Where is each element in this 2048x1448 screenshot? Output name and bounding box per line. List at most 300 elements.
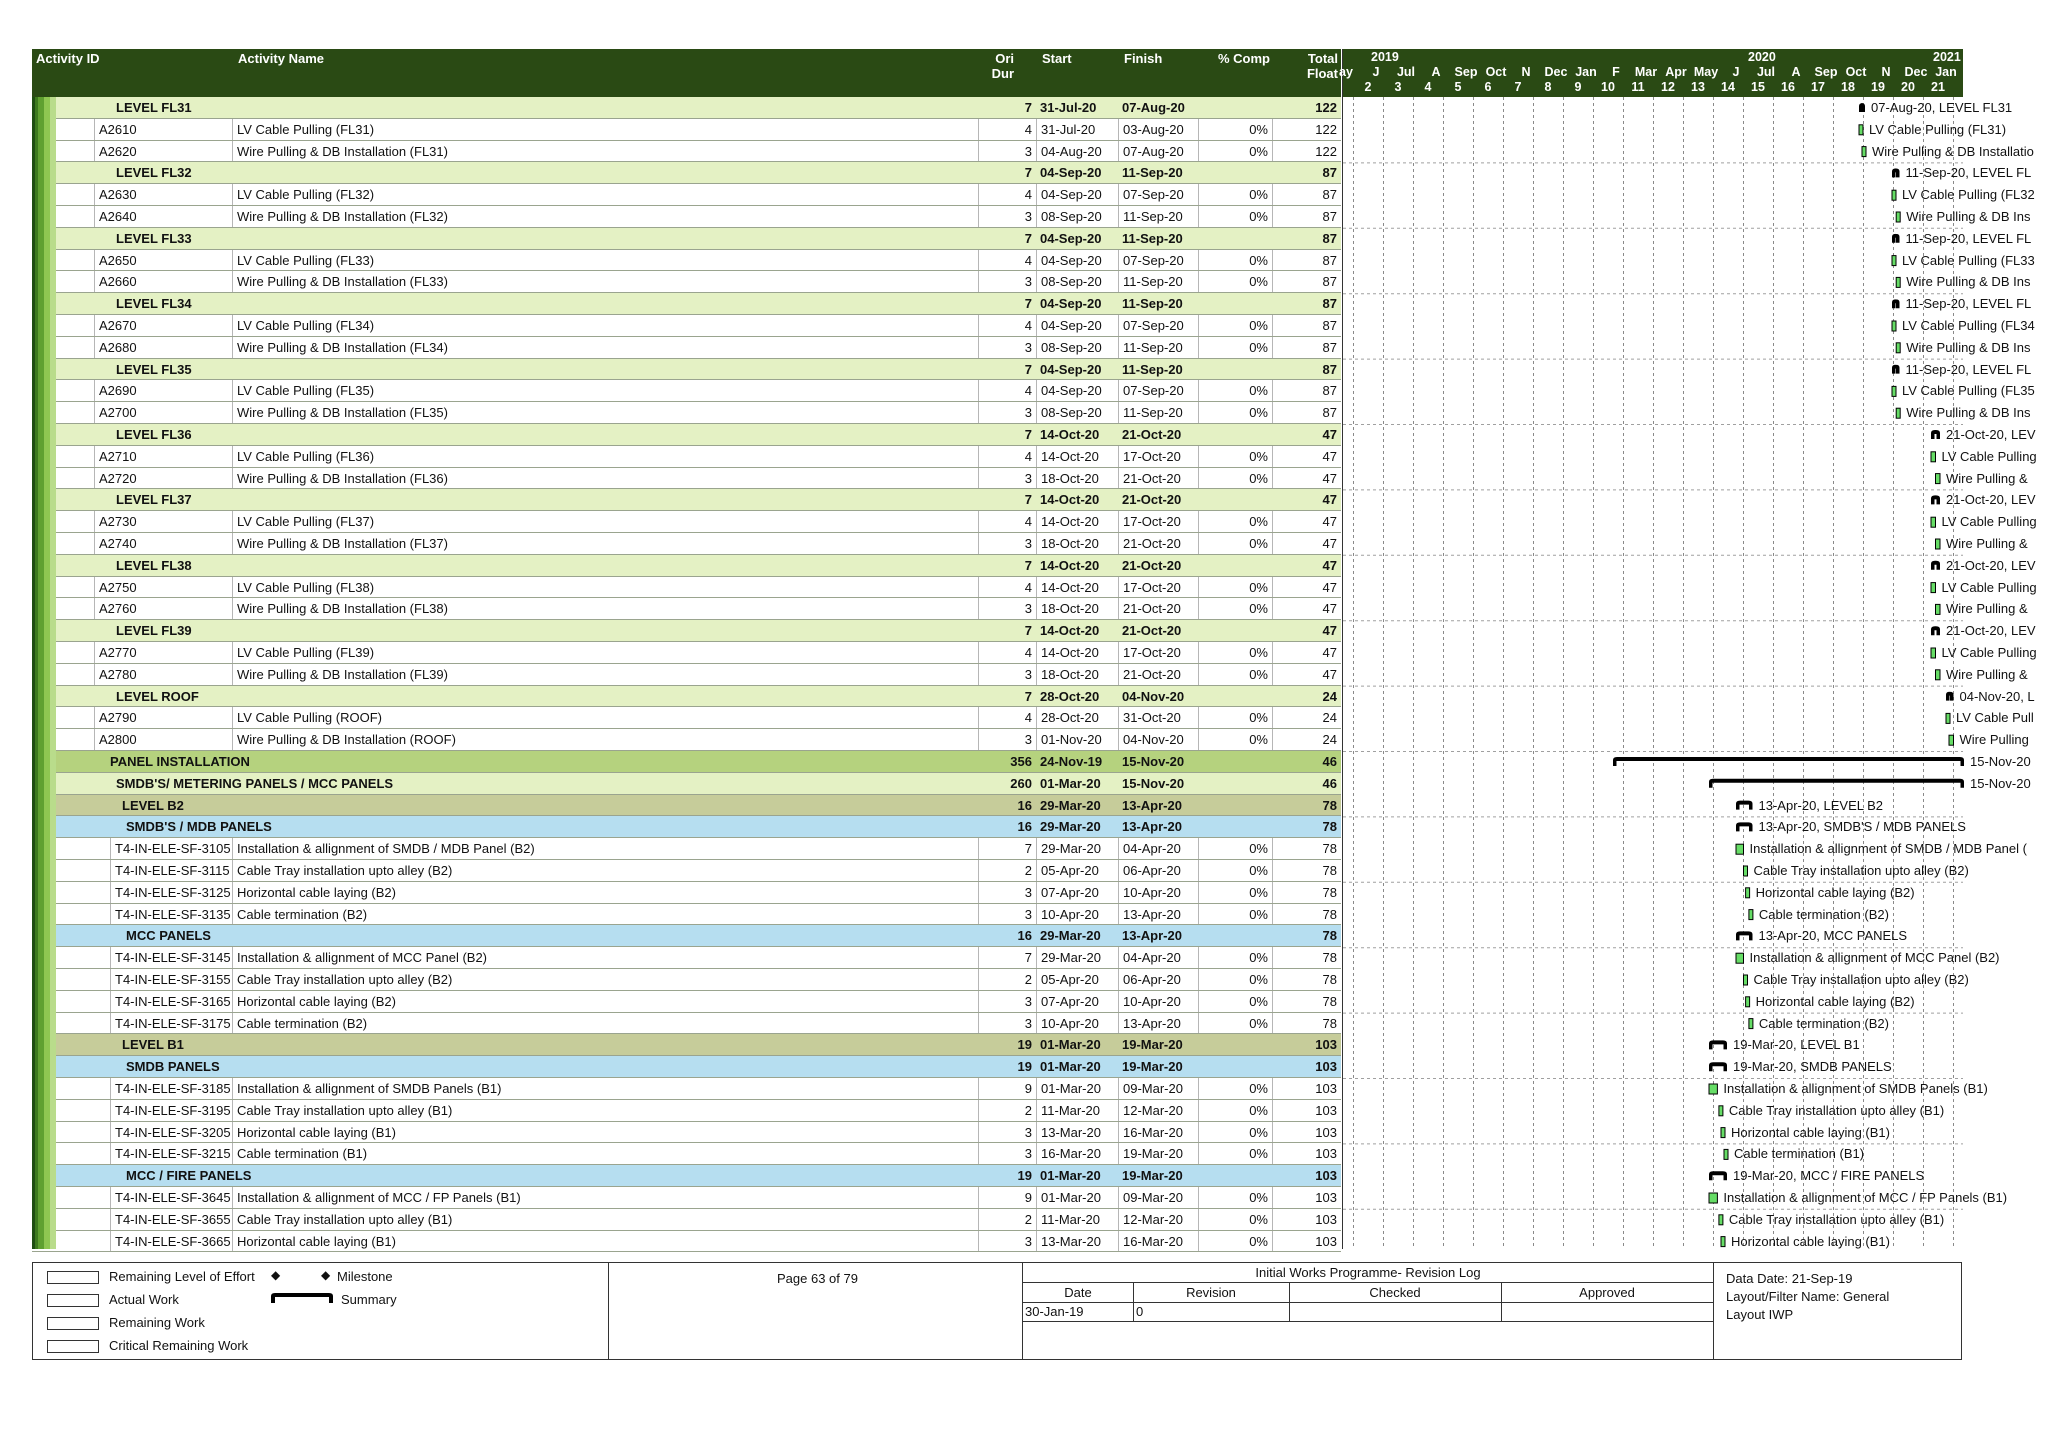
activity-bar[interactable] <box>1744 975 1748 985</box>
activity-bar[interactable] <box>1946 713 1950 723</box>
total-float: 47 <box>1322 557 1337 573</box>
finish-date: 19-Mar-20 <box>1122 1037 1183 1053</box>
activity-id: A2800 <box>94 729 232 750</box>
wbs-name: LEVEL FL39 <box>116 623 192 639</box>
activity-bar[interactable] <box>1862 147 1866 157</box>
activity-name: Cable Tray installation upto alley (B2) <box>232 860 978 881</box>
activity-row[interactable] <box>32 250 1341 272</box>
page-number-box <box>609 1263 1023 1359</box>
start-date: 28-Oct-20 <box>1040 688 1100 704</box>
activity-row[interactable] <box>32 904 1341 926</box>
legend <box>33 1263 609 1359</box>
activity-row[interactable] <box>32 1187 1341 1209</box>
activity-bar[interactable] <box>1719 1215 1723 1225</box>
month-label: ay <box>1339 65 1353 79</box>
finish-date: 11-Sep-20 <box>1122 230 1183 246</box>
total-float: 24 <box>1272 729 1341 750</box>
start-date: 04-Sep-20 <box>1036 380 1118 401</box>
period-number: 3 <box>1394 80 1402 94</box>
legend-label-loe: Remaining Level of Effort <box>109 1269 255 1284</box>
finish-date: 11-Sep-20 <box>1122 296 1183 312</box>
activity-bar[interactable] <box>1744 866 1748 876</box>
orig-duration: 4 <box>978 511 1036 532</box>
activity-row[interactable] <box>32 119 1341 141</box>
start-date: 11-Mar-20 <box>1036 1100 1118 1121</box>
summary-bar[interactable] <box>1736 801 1753 810</box>
activity-name: Wire Pulling & DB Installation (ROOF) <box>232 729 978 750</box>
orig-duration: 4 <box>978 315 1036 336</box>
milestone-diamond-icon: ◆ <box>271 1268 281 1282</box>
summary-bar[interactable] <box>1892 234 1900 243</box>
percent-complete: 0% <box>1198 577 1272 598</box>
activity-row[interactable] <box>32 184 1341 206</box>
bar-label: LV Cable Pulling (FL35 <box>1902 383 2035 399</box>
month-label: Mar <box>1634 65 1658 79</box>
activity-bar[interactable] <box>1721 1128 1725 1138</box>
activity-row[interactable] <box>32 402 1341 424</box>
activity-row[interactable] <box>32 337 1341 359</box>
activity-row[interactable] <box>32 860 1341 882</box>
activity-id: A2700 <box>94 402 232 423</box>
period-number: 19 <box>1871 80 1885 94</box>
activity-id: T4-IN-ELE-SF-3665 <box>110 1231 232 1252</box>
wbs-row[interactable] <box>32 489 1341 511</box>
activity-table <box>32 49 1341 1249</box>
wbs-row[interactable] <box>32 686 1341 708</box>
finish-date: 06-Apr-20 <box>1118 860 1198 881</box>
activity-bar[interactable] <box>1749 1019 1753 1029</box>
wbs-row[interactable] <box>32 620 1341 642</box>
activity-name: Cable Tray installation upto alley (B2) <box>232 969 978 990</box>
start-date: 04-Sep-20 <box>1040 296 1102 312</box>
summary-bar[interactable] <box>1736 931 1753 940</box>
activity-id: T4-IN-ELE-SF-3145 <box>110 947 232 968</box>
activity-bar[interactable] <box>1719 1106 1723 1116</box>
activity-name: LV Cable Pulling (FL38) <box>232 577 978 598</box>
activity-bar[interactable] <box>1736 953 1744 963</box>
activity-bar[interactable] <box>1931 583 1936 593</box>
activity-row[interactable] <box>32 1143 1341 1165</box>
layout-name-2: Layout IWP <box>1726 1307 1794 1322</box>
total-float: 47 <box>1272 577 1341 598</box>
start-date: 07-Apr-20 <box>1036 991 1118 1012</box>
total-float: 78 <box>1272 860 1341 881</box>
activity-row[interactable] <box>32 577 1341 599</box>
start-date: 14-Oct-20 <box>1036 642 1118 663</box>
activity-row[interactable] <box>32 947 1341 969</box>
activity-bar[interactable] <box>1859 125 1863 135</box>
total-float: 103 <box>1272 1209 1341 1230</box>
finish-date: 10-Apr-20 <box>1118 882 1198 903</box>
orig-duration: 356 <box>1010 754 1032 769</box>
bar-label: Installation & allignment of SMDB / MDB Panel ( <box>1749 841 2027 857</box>
summary-bar[interactable] <box>1946 692 1954 701</box>
month-label: N <box>1881 65 1891 79</box>
start-date: 14-Oct-20 <box>1036 446 1118 467</box>
total-float: 47 <box>1322 427 1337 442</box>
activity-row[interactable] <box>32 1209 1341 1231</box>
activity-row[interactable] <box>32 707 1341 729</box>
activity-id: T4-IN-ELE-SF-3655 <box>110 1209 232 1230</box>
activity-bar[interactable] <box>1721 1237 1725 1247</box>
start-date: 04-Sep-20 <box>1036 315 1118 336</box>
activity-bar[interactable] <box>1931 517 1936 527</box>
orig-duration: 7 <box>1024 361 1032 377</box>
page-number: Page 63 of 79 <box>777 1271 858 1286</box>
legend-swatch-loe <box>47 1271 99 1284</box>
activity-name: Installation & allignment of SMDB Panels (B1) <box>232 1078 978 1099</box>
period-number: 14 <box>1721 80 1735 94</box>
wbs-row[interactable] <box>32 97 1341 119</box>
revision-header-date: Date <box>1064 1285 1092 1300</box>
orig-duration: 4 <box>978 642 1036 663</box>
orig-duration: 7 <box>1024 165 1032 181</box>
summary-bar[interactable] <box>1931 626 1940 635</box>
orig-duration: 3 <box>978 664 1036 685</box>
percent-complete: 0% <box>1198 468 1272 489</box>
month-label: Jul <box>1396 65 1416 79</box>
activity-bar[interactable] <box>1949 735 1954 745</box>
activity-name: Horizontal cable laying (B2) <box>232 991 978 1012</box>
wbs-row[interactable] <box>32 1165 1341 1187</box>
finish-date: 16-Mar-20 <box>1118 1231 1198 1252</box>
percent-complete: 0% <box>1198 511 1272 532</box>
activity-bar[interactable] <box>1746 997 1750 1007</box>
activity-name: Installation & allignment of MCC Panel (B2) <box>232 947 978 968</box>
percent-complete: 0% <box>1198 380 1272 401</box>
bar-label: Horizontal cable laying (B2) <box>1755 993 1915 1009</box>
orig-duration: 7 <box>1024 623 1032 639</box>
total-float: 87 <box>1272 184 1341 205</box>
orig-duration: 3 <box>978 598 1036 619</box>
orig-duration: 3 <box>978 468 1036 489</box>
start-date: 04-Sep-20 <box>1036 250 1118 271</box>
col-orig-duration[interactable]: Ori Dur <box>991 51 1014 81</box>
activity-name: LV Cable Pulling (FL37) <box>232 511 978 532</box>
total-float: 122 <box>1272 119 1341 140</box>
activity-name: LV Cable Pulling (FL32) <box>232 184 978 205</box>
activity-name: Cable termination (B2) <box>232 904 978 925</box>
activity-name: Wire Pulling & DB Installation (FL32) <box>232 206 978 227</box>
bar-label: Wire Pulling & <box>1946 601 2028 617</box>
summary-bar[interactable] <box>1709 1040 1727 1049</box>
activity-bar[interactable] <box>1736 844 1744 854</box>
activity-row[interactable] <box>32 1100 1341 1122</box>
activity-row[interactable] <box>32 141 1341 163</box>
activity-row[interactable] <box>32 1122 1341 1144</box>
start-date: 01-Mar-20 <box>1036 1078 1118 1099</box>
summary-bar[interactable] <box>1931 495 1940 504</box>
period-number: 9 <box>1574 80 1582 94</box>
summary-bar[interactable] <box>1709 1171 1727 1180</box>
activity-bar[interactable] <box>1896 277 1900 287</box>
percent-complete: 0% <box>1198 729 1272 750</box>
total-float: 103 <box>1315 1037 1337 1053</box>
orig-duration: 3 <box>978 206 1036 227</box>
bar-label: 11-Sep-20, LEVEL FL <box>1905 165 2032 181</box>
summary-bar[interactable] <box>1709 1062 1727 1071</box>
percent-complete: 0% <box>1198 206 1272 227</box>
bar-label: Cable termination (B2) <box>1758 906 1889 922</box>
bar-label: 15-Nov-20 <box>1970 775 2031 791</box>
page-footer <box>32 1262 1962 1360</box>
finish-date: 09-Mar-20 <box>1118 1187 1198 1208</box>
activity-bar[interactable] <box>1936 474 1941 484</box>
wbs-row[interactable] <box>32 293 1341 315</box>
activity-row[interactable] <box>32 838 1341 860</box>
summary-bar-icon <box>269 1291 335 1305</box>
activity-row[interactable] <box>32 511 1341 533</box>
activity-id: T4-IN-ELE-SF-3105 <box>110 838 232 859</box>
activity-row[interactable] <box>32 533 1341 555</box>
activity-row[interactable] <box>32 729 1341 751</box>
activity-row[interactable] <box>32 206 1341 228</box>
wbs-row[interactable] <box>32 555 1341 577</box>
start-date: 13-Mar-20 <box>1036 1231 1118 1252</box>
percent-complete: 0% <box>1198 947 1272 968</box>
finish-date: 09-Mar-20 <box>1118 1078 1198 1099</box>
total-float: 78 <box>1272 969 1341 990</box>
finish-date: 11-Sep-20 <box>1118 337 1198 358</box>
col-activity-name[interactable]: Activity Name <box>238 51 324 66</box>
start-date: 16-Mar-20 <box>1036 1143 1118 1164</box>
activity-bar[interactable] <box>1709 1193 1717 1203</box>
wbs-row[interactable] <box>32 359 1341 381</box>
total-float: 103 <box>1272 1187 1341 1208</box>
bar-label: Wire Pulling & DB Ins <box>1906 339 2031 355</box>
year-label: 2019 <box>1371 50 1399 64</box>
orig-duration: 19 <box>1017 1037 1032 1053</box>
finish-date: 03-Aug-20 <box>1118 119 1198 140</box>
activity-bar[interactable] <box>1892 321 1896 331</box>
data-date: Data Date: 21-Sep-19 <box>1726 1271 1853 1286</box>
wbs-name: LEVEL B2 <box>122 797 184 813</box>
summary-bar[interactable] <box>1892 168 1900 177</box>
activity-name: Wire Pulling & DB Installation (FL35) <box>232 402 978 423</box>
finish-date: 07-Aug-20 <box>1118 141 1198 162</box>
activity-bar[interactable] <box>1896 408 1900 418</box>
activity-row[interactable] <box>32 315 1341 337</box>
activity-row[interactable] <box>32 664 1341 686</box>
col-start[interactable]: Start <box>1042 51 1072 66</box>
finish-date: 15-Nov-20 <box>1122 775 1185 791</box>
activity-row[interactable] <box>32 991 1341 1013</box>
activity-bar[interactable] <box>1892 256 1896 266</box>
wbs-row[interactable] <box>32 1056 1341 1078</box>
activity-id: A2760 <box>94 598 232 619</box>
activity-id: T4-IN-ELE-SF-3165 <box>110 991 232 1012</box>
percent-complete: 0% <box>1198 1100 1272 1121</box>
activity-row[interactable] <box>32 1013 1341 1035</box>
percent-complete: 0% <box>1198 1209 1272 1230</box>
wbs-name: SMDB'S / MDB PANELS <box>126 819 272 835</box>
activity-row[interactable] <box>32 969 1341 991</box>
activity-bar[interactable] <box>1931 452 1936 462</box>
orig-duration: 16 <box>1017 819 1032 835</box>
activity-name: LV Cable Pulling (FL33) <box>232 250 978 271</box>
activity-id: A2630 <box>94 184 232 205</box>
orig-duration: 3 <box>978 729 1036 750</box>
finish-date: 31-Oct-20 <box>1118 707 1198 728</box>
wbs-row[interactable] <box>32 424 1341 446</box>
summary-bar[interactable] <box>1613 757 1964 766</box>
outline-band <box>50 97 56 1249</box>
wbs-row[interactable] <box>32 1034 1341 1056</box>
total-float: 87 <box>1272 380 1341 401</box>
period-number: 7 <box>1514 80 1522 94</box>
wbs-name: MCC / FIRE PANELS <box>126 1168 252 1184</box>
col-activity-id[interactable]: Activity ID <box>36 51 100 66</box>
summary-bar[interactable] <box>1736 822 1753 831</box>
activity-row[interactable] <box>32 642 1341 664</box>
finish-date: 19-Mar-20 <box>1122 1168 1183 1184</box>
wbs-row[interactable] <box>32 228 1341 250</box>
percent-complete: 0% <box>1198 664 1272 685</box>
wbs-row[interactable] <box>32 773 1341 795</box>
activity-row[interactable] <box>32 1231 1341 1253</box>
total-float: 47 <box>1272 511 1341 532</box>
percent-complete: 0% <box>1198 882 1272 903</box>
bar-label: Horizontal cable laying (B1) <box>1731 1233 1890 1249</box>
bar-label: 21-Oct-20, LEV <box>1946 557 2036 573</box>
total-float: 103 <box>1272 1231 1341 1252</box>
activity-row[interactable] <box>32 446 1341 468</box>
finish-date: 07-Aug-20 <box>1122 100 1185 115</box>
total-float: 87 <box>1322 296 1337 312</box>
start-date: 07-Apr-20 <box>1036 882 1118 903</box>
start-date: 05-Apr-20 <box>1036 860 1118 881</box>
activity-bar[interactable] <box>1724 1149 1728 1159</box>
activity-id: A2670 <box>94 315 232 336</box>
finish-date: 17-Oct-20 <box>1118 642 1198 663</box>
activity-id: T4-IN-ELE-SF-3135 <box>110 904 232 925</box>
summary-bar[interactable] <box>1892 299 1900 308</box>
wbs-row[interactable] <box>32 816 1341 838</box>
revision-log-title: Initial Works Programme- Revision Log <box>1255 1265 1481 1280</box>
month-label: A <box>1431 65 1441 79</box>
finish-date: 13-Apr-20 <box>1118 904 1198 925</box>
activity-bar[interactable] <box>1896 343 1900 353</box>
finish-date: 17-Oct-20 <box>1118 446 1198 467</box>
activity-id: T4-IN-ELE-SF-3175 <box>110 1013 232 1034</box>
finish-date: 04-Apr-20 <box>1118 838 1198 859</box>
month-label: Jan <box>1935 65 1957 79</box>
month-label: A <box>1791 65 1801 79</box>
activity-row[interactable] <box>32 598 1341 620</box>
start-date: 14-Oct-20 <box>1040 557 1100 573</box>
activity-bar[interactable] <box>1892 190 1896 200</box>
wbs-name: MCC PANELS <box>126 928 211 944</box>
activity-id: T4-IN-ELE-SF-3205 <box>110 1122 232 1143</box>
activity-bar[interactable] <box>1896 212 1900 222</box>
percent-complete: 0% <box>1198 904 1272 925</box>
percent-complete: 0% <box>1198 969 1272 990</box>
wbs-row[interactable] <box>32 925 1341 947</box>
summary-bar[interactable] <box>1709 779 1964 788</box>
bar-label: 21-Oct-20, LEV <box>1946 492 2036 508</box>
bar-label: Horizontal cable laying (B1) <box>1731 1124 1890 1140</box>
col-finish[interactable]: Finish <box>1124 51 1163 66</box>
start-date: 01-Nov-20 <box>1036 729 1118 750</box>
activity-id: A2660 <box>94 271 232 292</box>
start-date: 18-Oct-20 <box>1036 468 1118 489</box>
activity-id: T4-IN-ELE-SF-3215 <box>110 1143 232 1164</box>
wbs-name: LEVEL FL34 <box>116 296 192 312</box>
percent-complete: 0% <box>1198 1122 1272 1143</box>
wbs-row[interactable] <box>32 795 1341 817</box>
col-percent-complete[interactable]: % Comp <box>1218 51 1270 66</box>
bar-label: LV Cable Pulling <box>1941 645 2037 660</box>
summary-bar[interactable] <box>1859 103 1865 112</box>
orig-duration: 2 <box>978 1100 1036 1121</box>
revision-date: 30-Jan-19 <box>1025 1304 1084 1319</box>
activity-name: LV Cable Pulling (FL36) <box>232 446 978 467</box>
finish-date: 19-Mar-20 <box>1122 1059 1183 1075</box>
activity-row[interactable] <box>32 1078 1341 1100</box>
activity-row[interactable] <box>32 271 1341 293</box>
finish-date: 21-Oct-20 <box>1118 598 1198 619</box>
gantt-chart <box>1339 49 2037 1249</box>
period-number: 4 <box>1424 80 1432 94</box>
activity-row[interactable] <box>32 882 1341 904</box>
activity-row[interactable] <box>32 380 1341 402</box>
orig-duration: 7 <box>978 838 1036 859</box>
bar-label: 11-Sep-20, LEVEL FL <box>1905 296 2032 312</box>
percent-complete: 0% <box>1198 402 1272 423</box>
start-date: 14-Oct-20 <box>1036 577 1118 598</box>
wbs-row[interactable] <box>32 751 1341 773</box>
revision-log <box>1023 1263 1714 1359</box>
orig-duration: 3 <box>978 1122 1036 1143</box>
month-label: Dec <box>1544 65 1568 79</box>
percent-complete: 0% <box>1198 271 1272 292</box>
activity-bar[interactable] <box>1931 648 1936 658</box>
wbs-name: LEVEL ROOF <box>116 688 199 704</box>
activity-bar[interactable] <box>1936 539 1941 549</box>
activity-bar[interactable] <box>1892 386 1896 396</box>
total-float: 87 <box>1272 271 1341 292</box>
month-label: Dec <box>1904 65 1928 79</box>
percent-complete: 0% <box>1198 642 1272 663</box>
legend-label-actual: Actual Work <box>109 1292 179 1307</box>
finish-date: 21-Oct-20 <box>1122 623 1182 639</box>
activity-row[interactable] <box>32 468 1341 490</box>
wbs-row[interactable] <box>32 162 1341 184</box>
summary-bar[interactable] <box>1892 365 1900 374</box>
finish-date: 12-Mar-20 <box>1118 1100 1198 1121</box>
start-date: 24-Nov-19 <box>1040 754 1103 769</box>
col-total-float[interactable]: Total Float <box>1306 51 1338 81</box>
orig-duration: 16 <box>1017 928 1032 944</box>
activity-bar[interactable] <box>1709 1084 1717 1094</box>
bar-label: Installation & allignment of MCC / FP Panels (B1) <box>1723 1190 2008 1205</box>
period-number: 17 <box>1811 80 1825 94</box>
total-float: 87 <box>1272 337 1341 358</box>
summary-bar[interactable] <box>1931 561 1940 570</box>
activity-bar[interactable] <box>1749 910 1753 920</box>
orig-duration: 3 <box>978 1013 1036 1034</box>
activity-bar[interactable] <box>1936 604 1941 614</box>
activity-id: A2640 <box>94 206 232 227</box>
total-float: 87 <box>1272 315 1341 336</box>
activity-bar[interactable] <box>1746 888 1750 898</box>
activity-name: Wire Pulling & DB Installation (FL31) <box>232 141 978 162</box>
activity-bar[interactable] <box>1936 670 1941 680</box>
summary-bar[interactable] <box>1931 430 1940 439</box>
bar-label: 21-Oct-20, LEV <box>1946 427 2036 442</box>
orig-duration: 9 <box>978 1078 1036 1099</box>
finish-date: 21-Oct-20 <box>1118 468 1198 489</box>
